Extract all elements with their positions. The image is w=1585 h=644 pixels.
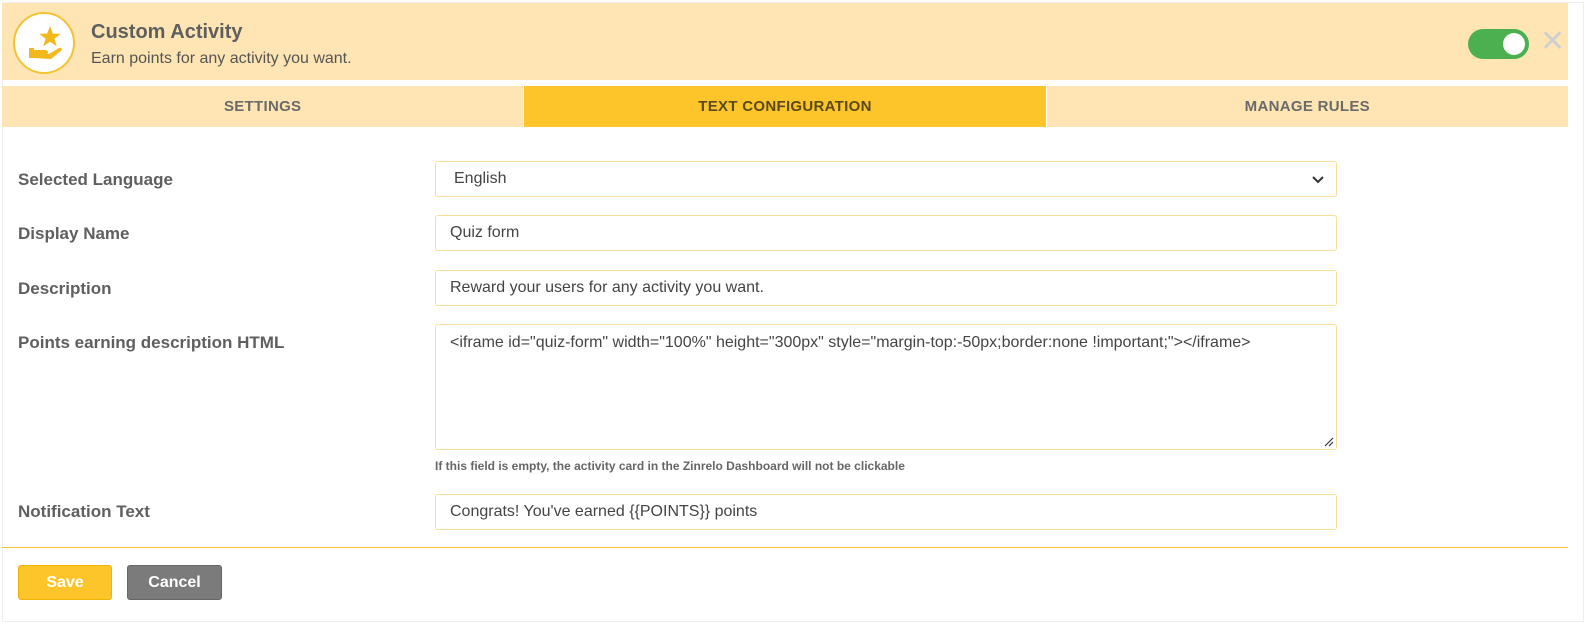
notification-label: Notification Text xyxy=(18,502,150,521)
tab-bar xyxy=(2,86,1568,127)
tab-manage-rules[interactable]: MANAGE RULES xyxy=(1046,86,1568,127)
activity-enabled-toggle[interactable] xyxy=(1468,29,1529,59)
notification-input[interactable]: Congrats! You've earned {{POINTS}} points xyxy=(435,494,1337,530)
language-label: Selected Language xyxy=(18,170,173,189)
toggle-knob xyxy=(1503,33,1525,55)
display-name-label: Display Name xyxy=(18,224,130,243)
page-title: Custom Activity xyxy=(91,21,243,43)
tab-settings[interactable]: SETTINGS xyxy=(2,86,523,127)
activity-header xyxy=(2,3,1568,80)
resize-handle-icon[interactable] xyxy=(1322,435,1334,447)
footer-divider xyxy=(2,547,1568,548)
points-html-value: <iframe id="quiz-form" width="100%" height="300px" style="margin-top:-50px;border:none !important;"></iframe> xyxy=(450,334,1251,351)
points-html-textarea[interactable] xyxy=(435,324,1337,450)
page-subtitle: Earn points for any activity you want. xyxy=(91,50,352,67)
display-name-input[interactable]: Quiz form xyxy=(435,215,1337,251)
points-html-hint: If this field is empty, the activity card in the Zinrelo Dashboard will not be clickable xyxy=(435,459,905,473)
chevron-down-icon xyxy=(1310,171,1326,187)
cancel-button[interactable]: Cancel xyxy=(127,565,222,600)
description-input[interactable]: Reward your users for any activity you want. xyxy=(435,270,1337,306)
close-icon[interactable]: ✕ xyxy=(1540,25,1566,58)
language-select[interactable] xyxy=(435,161,1337,197)
save-button[interactable]: Save xyxy=(18,565,112,600)
language-select-value: English xyxy=(454,170,507,187)
star-hand-icon xyxy=(13,12,75,74)
description-label: Description xyxy=(18,279,112,298)
tab-text-configuration[interactable]: TEXT CONFIGURATION xyxy=(523,86,1045,127)
points-html-label: Points earning description HTML xyxy=(18,333,285,352)
